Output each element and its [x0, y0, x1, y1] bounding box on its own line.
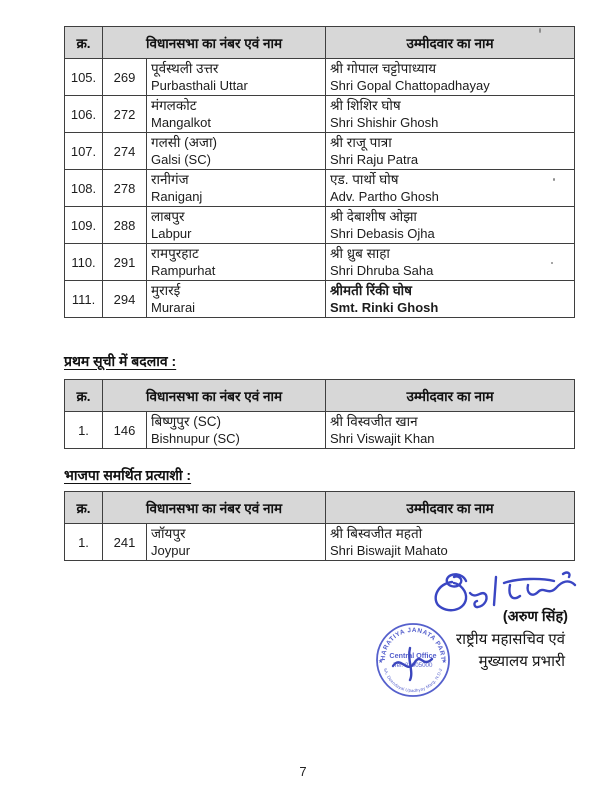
scan-speck [551, 262, 553, 264]
scan-speck [539, 28, 541, 33]
section-heading-first-list-changes: प्रथम सूची में बदलाव : [64, 353, 177, 369]
signatory-name: (अरुण सिंह) [502, 609, 568, 625]
star-icon: ★ [378, 659, 384, 665]
constituency-number-cell: 288 [103, 207, 147, 244]
table-row [65, 207, 575, 244]
constituency-name-english: Galsi (SC) [151, 152, 211, 167]
bjp-office-stamp [366, 611, 457, 704]
candidate-name-hindi: श्री गोपाल चट्टोपाध्याय [330, 61, 437, 76]
constituency-name-hindi: मुरारई [151, 283, 181, 298]
candidate-name-english: Smt. Rinki Ghosh [330, 300, 439, 315]
constituency-name-english: Raniganj [151, 189, 203, 204]
constituency-name-cell [147, 59, 326, 96]
signature-stroke [563, 573, 570, 577]
constituency-number-cell: 241 [103, 524, 147, 561]
candidate-name-english: Adv. Partho Ghosh [330, 189, 439, 204]
constituency-number-cell: 278 [103, 170, 147, 207]
column-header-candidate: उम्मीदवार का नाम [326, 492, 575, 524]
constituency-name-english: Murarai [151, 300, 196, 315]
serial-cell: 105. [65, 59, 103, 96]
constituency-name-cell [147, 412, 326, 449]
candidate-table-main [64, 26, 575, 318]
candidate-name-cell [326, 170, 575, 207]
constituency-name-hindi: मंगलकोट [151, 98, 197, 113]
constituency-name-cell [147, 207, 326, 244]
column-header-serial: क्र. [65, 380, 103, 412]
serial-cell: 111. [65, 281, 103, 318]
table-row [65, 59, 575, 96]
stamp-top-textpath: BHARATIYA JANATA PARTY [366, 611, 447, 661]
constituency-name-english: Joypur [151, 543, 191, 558]
stamp-center-line2: Tel: 23005000 [393, 662, 433, 669]
constituency-number-cell: 274 [103, 133, 147, 170]
column-header-candidate: उम्मीदवार का नाम [326, 380, 575, 412]
signatory-title-line2: मुख्यालय प्रभारी [478, 653, 565, 670]
column-header-constituency: विधानसभा का नंबर एवं नाम [103, 492, 326, 524]
stamp-center-line1: Central Office [389, 651, 437, 660]
serial-cell: 1. [65, 412, 103, 449]
stamp-outer-ring [377, 624, 449, 696]
constituency-name-cell [147, 524, 326, 561]
constituency-number-cell: 146 [103, 412, 147, 449]
constituency-name-cell [147, 133, 326, 170]
table-header-row [65, 492, 575, 524]
table-row [65, 170, 575, 207]
table-row [65, 133, 575, 170]
candidate-name-hindi: श्री देबाशीष ओझा [330, 209, 417, 224]
constituency-name-cell [147, 244, 326, 281]
constituency-name-cell [147, 281, 326, 318]
table-row [65, 244, 575, 281]
candidate-name-hindi: श्री शिशिर घोष [330, 98, 401, 113]
candidate-name-english: Shri Gopal Chattopadhayay [330, 78, 490, 93]
signatory-title-line1: राष्ट्रीय महासचिव एवं [455, 631, 565, 648]
constituency-number-cell: 291 [103, 244, 147, 281]
signature-stroke [509, 585, 520, 598]
constituency-name-hindi: लाबपुर [151, 209, 185, 224]
column-header-serial: क्र. [65, 27, 103, 59]
candidate-name-cell [326, 412, 575, 449]
candidate-table-supported [64, 491, 575, 561]
candidate-name-cell [326, 524, 575, 561]
candidate-name-hindi: श्री विस्वजीत खान [330, 414, 418, 429]
table-row [65, 412, 575, 449]
table-row [65, 281, 575, 318]
section-heading-bjp-supported: भाजपा समर्थित प्रत्याशी : [64, 467, 192, 483]
candidate-name-cell [326, 59, 575, 96]
constituency-name-english: Purbasthali Uttar [151, 78, 248, 93]
column-header-candidate: उम्मीदवार का नाम [326, 27, 575, 59]
candidate-name-hindi: श्रीमती रिंकी घोष [330, 283, 412, 298]
constituency-number-cell: 269 [103, 59, 147, 96]
candidate-name-english: Shri Viswajit Khan [330, 431, 435, 446]
constituency-name-hindi: बिष्णुपुर (SC) [151, 414, 221, 429]
candidate-name-english: Shri Shishir Ghosh [330, 115, 439, 130]
constituency-name-english: Bishnupur (SC) [151, 431, 240, 446]
signature-scribble [430, 571, 590, 617]
table-header-row [65, 27, 575, 59]
scan-speck [553, 178, 555, 181]
candidate-name-english: Shri Debasis Ojha [330, 226, 435, 241]
star-icon: ★ [441, 659, 447, 665]
constituency-name-english: Rampurhat [151, 263, 216, 278]
candidate-name-cell [326, 96, 575, 133]
candidate-name-cell [326, 281, 575, 318]
constituency-name-hindi: जॉयपुर [151, 526, 186, 541]
constituency-name-cell [147, 170, 326, 207]
candidate-name-hindi: श्री बिस्वजीत महतो [330, 526, 423, 541]
page-number: 7 [299, 764, 307, 779]
candidate-name-cell [326, 133, 575, 170]
table-row [65, 524, 575, 561]
constituency-name-hindi: गलसी (अजा) [151, 135, 217, 150]
candidate-table-changes [64, 379, 575, 449]
table-header-row [65, 380, 575, 412]
column-header-constituency: विधानसभा का नंबर एवं नाम [103, 27, 326, 59]
constituency-name-cell [147, 96, 326, 133]
candidate-name-english: Shri Biswajit Mahato [330, 543, 448, 558]
table-row [65, 96, 575, 133]
serial-cell: 109. [65, 207, 103, 244]
serial-cell: 107. [65, 133, 103, 170]
candidate-name-cell [326, 244, 575, 281]
constituency-name-hindi: पूर्वस्थली उत्तर [151, 61, 219, 76]
constituency-number-cell: 294 [103, 281, 147, 318]
signature-stroke [504, 579, 554, 583]
signature-stroke [470, 593, 487, 607]
constituency-name-hindi: रानीगंज [151, 172, 189, 187]
candidate-name-english: Shri Dhruba Saha [330, 263, 434, 278]
serial-cell: 110. [65, 244, 103, 281]
candidate-name-cell [326, 207, 575, 244]
constituency-name-hindi: रामपुरहाट [151, 246, 199, 261]
candidate-name-hindi: श्री राजू पात्रा [330, 135, 392, 150]
constituency-name-english: Mangalkot [151, 115, 211, 130]
constituency-number-cell: 272 [103, 96, 147, 133]
signature-stroke [494, 577, 496, 605]
candidate-name-hindi: श्री ध्रुब साहा [330, 246, 390, 261]
stamp-bottom-textpath: 6A, Deendayal Upadhyay Marg, N.D-2 [382, 667, 444, 694]
serial-cell: 1. [65, 524, 103, 561]
candidate-name-english: Shri Raju Patra [330, 152, 419, 167]
column-header-constituency: विधानसभा का नंबर एवं नाम [103, 380, 326, 412]
constituency-name-english: Labpur [151, 226, 192, 241]
candidate-name-hindi: एड. पार्थो घोष [330, 172, 399, 187]
serial-cell: 106. [65, 96, 103, 133]
column-header-serial: क्र. [65, 492, 103, 524]
serial-cell: 108. [65, 170, 103, 207]
signature-stroke [528, 581, 575, 594]
